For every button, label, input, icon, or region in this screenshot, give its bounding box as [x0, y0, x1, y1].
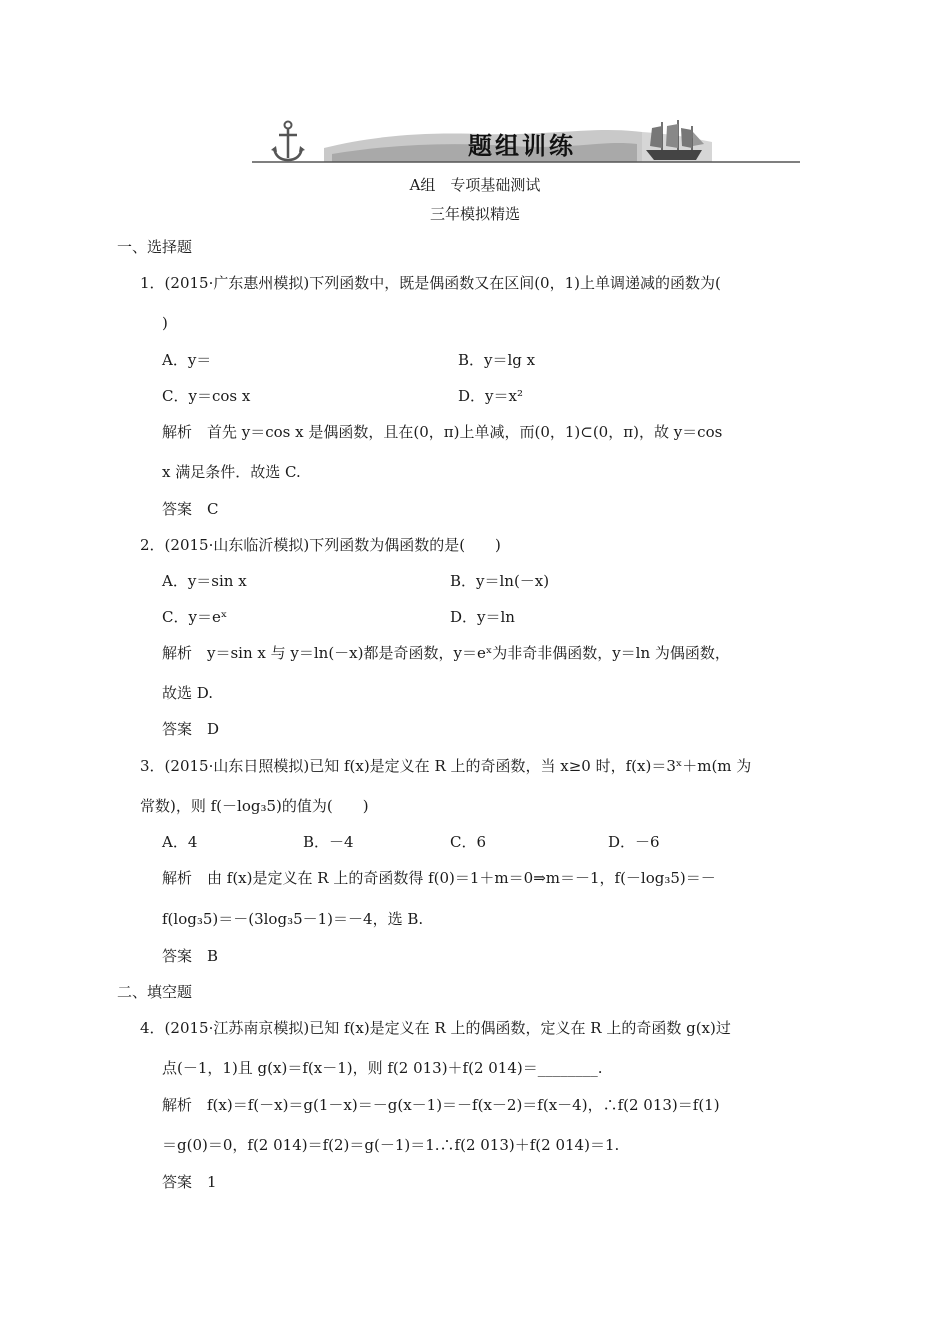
q2-option-d: D．y＝ln [450, 608, 515, 626]
banner-title: 题组训练 [468, 132, 576, 160]
q4-analysis-line2: ＝g(0)＝0，f(2 014)＝f(2)＝g(－1)＝1.∴f(2 013)＋f(2 014)＝1. [162, 1136, 620, 1154]
q3-analysis-line1: 解析 由 f(x)是定义在 R 上的奇函数得 f(0)＝1＋m＝0⇒m＝－1，f(－log₃5)＝－ [162, 869, 716, 887]
subtitle: 三年模拟精选 [429, 205, 520, 223]
q3-stem-line1: 3．(2015·山东日照模拟)已知 f(x)是定义在 R 上的奇函数，当 x≥0 时，f(x)＝3ˣ＋m(m 为 [140, 757, 752, 775]
q2-option-a: A．y＝sin x [162, 572, 247, 590]
q1-option-b: B．y＝lg x [458, 351, 536, 369]
ship-icon [640, 118, 710, 164]
section-heading-fill: 二、填空题 [117, 983, 193, 1001]
q2-option-c: C．y＝eˣ [162, 608, 228, 626]
q2-analysis-line1: 解析 y＝sin x 与 y＝ln(－x)都是奇函数，y＝eˣ为非奇非偶函数，y＝ln 为偶函数， [162, 644, 730, 662]
q3-option-c: C．6 [450, 833, 487, 851]
q3-option-a: A．4 [162, 833, 198, 851]
q2-analysis-line2: 故选 D. [162, 684, 214, 702]
q1-stem-line2: ) [162, 314, 168, 332]
q3-stem-line2: 常数)，则 f(－log₃5)的值为( ) [140, 797, 369, 815]
group-heading: A组 专项基础测试 [409, 176, 541, 194]
q1-stem-line1: 1．(2015·广东惠州模拟)下列函数中，既是偶函数又在区间(0，1)上单调递减的函数为( [140, 274, 721, 292]
section-banner [252, 118, 800, 168]
q1-answer: 答案 C [162, 500, 219, 518]
q2-stem: 2．(2015·山东临沂模拟)下列函数为偶函数的是( ) [140, 536, 501, 554]
q1-option-d: D．y＝x² [458, 387, 523, 405]
q1-analysis-line2: x 满足条件．故选 C. [162, 463, 301, 481]
q2-option-b: B．y＝ln(－x) [450, 572, 550, 590]
q4-analysis-line1: 解析 f(x)＝f(－x)＝g(1－x)＝－g(x－1)＝－f(x－2)＝f(x－4)，∴f(2 013)＝f(1) [162, 1096, 720, 1114]
q2-answer: 答案 D [162, 720, 220, 738]
anchor-icon [268, 120, 308, 164]
q4-answer: 答案 1 [162, 1173, 217, 1191]
q3-option-d: D．－6 [608, 833, 660, 851]
q1-analysis-line1: 解析 首先 y＝cos x 是偶函数，且在(0，π)上单减，而(0，1)⊂(0，π)，故 y＝cos [162, 423, 723, 441]
q1-option-a: A．y＝ [162, 351, 212, 369]
q3-analysis-line2: f(log₃5)＝－(3log₃5－1)＝－4，选 B. [162, 910, 424, 928]
q3-option-b: B．－4 [303, 833, 354, 851]
q4-stem-line2: 点(－1，1)且 g(x)＝f(x－1)，则 f(2 013)＋f(2 014)＝________. [162, 1059, 603, 1077]
q1-option-c: C．y＝cos x [162, 387, 251, 405]
q3-answer: 答案 B [162, 947, 219, 965]
section-heading-choice: 一、选择题 [117, 238, 193, 256]
q4-stem-line1: 4．(2015·江苏南京模拟)已知 f(x)是定义在 R 上的偶函数，定义在 R 上的奇函数 g(x)过 [140, 1019, 731, 1037]
